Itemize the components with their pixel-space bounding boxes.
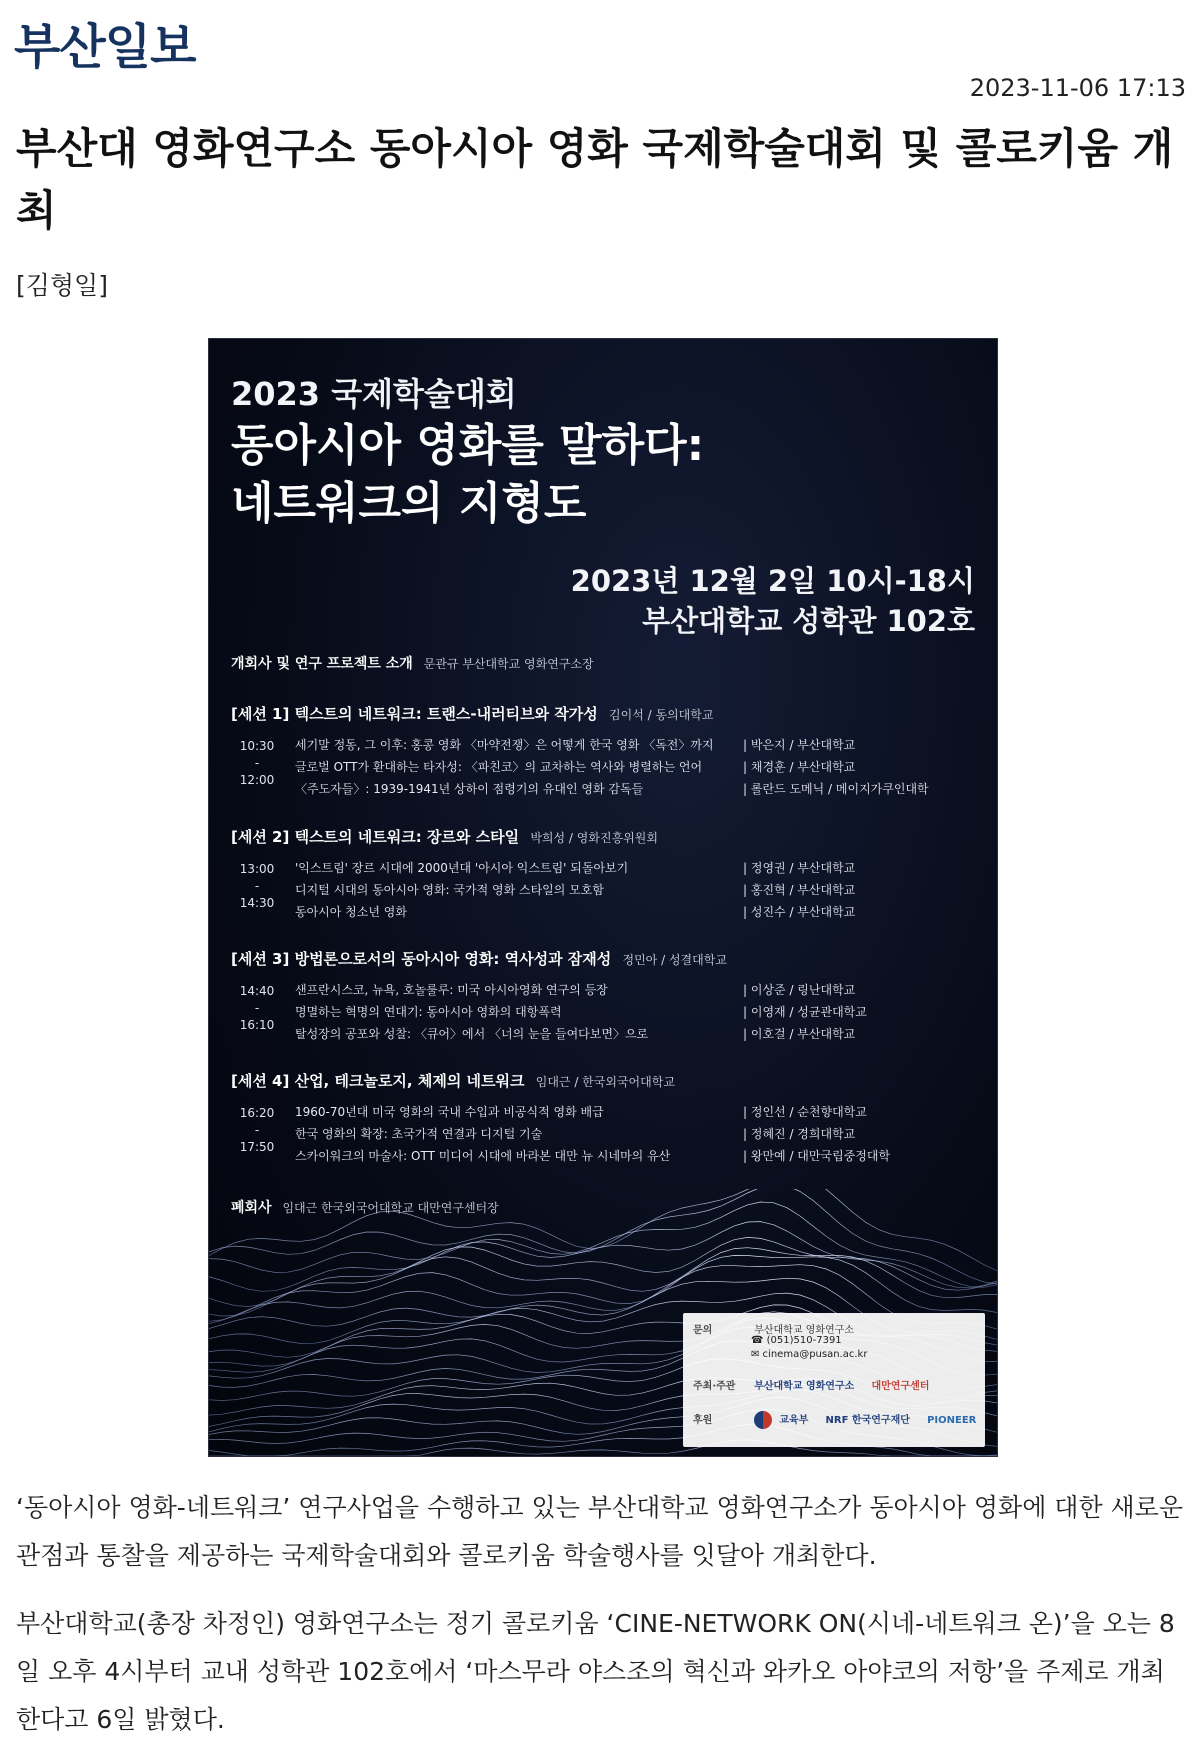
session-title [231, 1070, 981, 1091]
article-headline: 부산대 영화연구소 동아시아 영화 국제학술대회 및 콜로키움 개최 [16, 124, 1174, 235]
time-start: 10:30 [239, 739, 275, 753]
session-title-text: [세션 2] 텍스트의 네트워크: 장르와 스타일 [231, 828, 520, 846]
article-paragraph-1: ‘동아시아 영화-네트워크’ 연구사업을 수행하고 있는 부산대학교 영화연구소가 동아시아 영화에 대한 새로운 관점과 통찰을 제공하는 국제학술대회와 콜로키움 학술행사를 잇달아 개최한다. [16, 1493, 1183, 1570]
poster-title [231, 417, 704, 533]
poster-title-line1: 동아시아 영화를 말하다: [231, 420, 705, 471]
talk-title: 명멸하는 혁명의 연대기: 동아시아 영화의 대항폭력 [295, 1005, 562, 1019]
time-start: 14:40 [239, 984, 275, 998]
poster-date: 2023년 12월 2일 10시-18시 [570, 564, 975, 598]
poster-date-venue [571, 561, 975, 641]
time-end: 14:30 [239, 896, 275, 910]
time-end: 12:00 [239, 773, 275, 787]
nrf-logo: NRF 한국연구재단 [825, 1415, 910, 1426]
pnu-film-institute-logo: 부산대학교 영화연구소 [754, 1381, 855, 1392]
session-2 [231, 826, 981, 925]
poster-venue: 부산대학교 성학관 102호 [642, 604, 975, 638]
session-chair: 정민아 / 성결대학교 [622, 953, 727, 967]
talk-speaker: | 정인선 / 순천향대학교 [743, 1105, 867, 1119]
talk-speaker: | 이상준 / 링난대학교 [743, 983, 856, 997]
talk-speaker: | 왕만예 / 대만국립중정대학 [743, 1149, 891, 1163]
talk-title: 〈주도자들〉: 1939-1941년 상하이 점령기의 유대인 영화 감독들 [295, 782, 644, 796]
time-end: 16:10 [239, 1018, 275, 1032]
talk-title: 탈성장의 공포와 성찰: 〈큐어〉에서 〈너의 눈을 들여다보면〉으로 [295, 1027, 649, 1041]
talk-title: 디지털 시대의 동아시아 영화: 국가적 영화 스타일의 모호함 [295, 883, 604, 897]
talk-speaker: | 성진수 / 부산대학교 [743, 905, 856, 919]
talk-speaker: | 정혜진 / 경희대학교 [743, 1127, 856, 1141]
talk-speaker: | 정영권 / 부산대학교 [743, 861, 856, 875]
talk-title: 샌프란시스코, 뉴욕, 호놀룰루: 미국 아시아영화 연구의 등장 [295, 983, 608, 997]
poster-info-box [683, 1313, 985, 1447]
poster-title-line2: 네트워크의 지형도 [231, 478, 587, 529]
article-byline: [김형일] [16, 271, 108, 300]
sponsor-row [693, 1411, 990, 1429]
session-title-text: [세션 4] 산업, 테크놀로지, 체제의 네트워크 [231, 1072, 525, 1090]
article-date: 2023-11-06 17:13 [969, 74, 1186, 102]
opening-speaker: 문관규 부산대학교 영화연구소장 [423, 657, 594, 671]
time-sep: - [254, 1001, 260, 1015]
sponsor-label: 후원 [693, 1415, 713, 1426]
session-body [231, 1103, 981, 1169]
session-chair: 박희성 / 영화진흥위원회 [530, 831, 658, 845]
contact-org: 부산대학교 영화연구소 [754, 1325, 854, 1336]
session-title-text: [세션 1] 텍스트의 네트워크: 트랜스-내러티브와 작가성 [231, 705, 598, 723]
poster-year-title: 2023 국제학술대회 [231, 375, 517, 413]
taiwan-center-logo: 대만연구센터 [871, 1381, 930, 1392]
session-4 [231, 1070, 981, 1169]
session-body [231, 736, 981, 802]
talk-speaker: | 박은지 / 부산대학교 [743, 738, 856, 752]
closing-label: 폐회사 [231, 1200, 272, 1216]
session-title-text: [세션 3] 방법론으로서의 동아시아 영화: 역사성과 잠재성 [231, 950, 612, 968]
time-start: 16:20 [239, 1106, 275, 1120]
session-chair: 김이석 / 동의대학교 [609, 708, 714, 722]
pioneer-logo: PIONEER [927, 1415, 977, 1426]
talk-speaker: | 롤란드 도메닉 / 메이지가쿠인대학 [743, 782, 929, 796]
talk-title: 스카이워크의 마술사: OTT 미디어 시대에 바라본 대만 뉴 시네마의 유산 [295, 1149, 671, 1163]
closing-speaker: 임대근 한국외국어대학교 대만연구센터장 [282, 1201, 499, 1215]
session-body [231, 981, 981, 1047]
talk-speaker: | 홍진혁 / 부산대학교 [743, 883, 856, 897]
talk-speaker: | 채경훈 / 부산대학교 [743, 760, 856, 774]
talk-speaker: | 이호걸 / 부산대학교 [743, 1027, 856, 1041]
contact-row [693, 1321, 854, 1336]
talk-title: 한국 영화의 확장: 초국가적 연결과 디지털 기술 [295, 1127, 543, 1141]
contact-email: ✉ cinema@pusan.ac.kr [751, 1349, 868, 1360]
session-1 [231, 703, 981, 802]
masthead-logo[interactable]: 부산일보 [14, 19, 196, 75]
session-title [231, 826, 981, 847]
opening-label: 개회사 및 연구 프로젝트 소개 [231, 656, 413, 672]
host-row [693, 1377, 943, 1392]
talk-title: 동아시아 청소년 영화 [295, 905, 407, 919]
talk-speaker: | 이영재 / 성균관대학교 [743, 1005, 867, 1019]
session-time [239, 861, 275, 912]
session-3 [231, 948, 981, 1047]
session-chair: 임대근 / 한국외국어대학교 [535, 1075, 675, 1089]
talk-title: '익스트림' 장르 시대에 2000년대 '아시아 익스트림' 되돌아보기 [295, 861, 629, 875]
contact-label: 문의 [693, 1325, 713, 1336]
time-end: 17:50 [239, 1140, 275, 1154]
contact-phone: ☎ (051)510-7391 [751, 1335, 842, 1346]
event-poster [208, 338, 998, 1457]
host-label: 주최·주관 [693, 1381, 736, 1392]
session-title [231, 703, 981, 724]
time-sep: - [254, 879, 260, 893]
session-time [239, 738, 275, 789]
session-title [231, 948, 981, 969]
time-sep: - [254, 1123, 260, 1137]
time-sep: - [254, 756, 260, 770]
talk-title: 세기말 정동, 그 이후: 홍콩 영화 〈마약전쟁〉은 어떻게 한국 영화 〈독전〉까지 [295, 738, 714, 752]
moe-logo: 교육부 [779, 1415, 809, 1426]
session-time [239, 1105, 275, 1156]
talk-title: 글로벌 OTT가 환대하는 타자성: 〈파친코〉의 교차하는 역사와 병렬하는 언어 [295, 760, 703, 774]
poster-opening [231, 653, 594, 673]
article-paragraph-2: 부산대학교(총장 차정인) 영화연구소는 정기 콜로키움 ‘CINE-NETWORK ON(시네-네트워크 온)’을 오는 8일 오후 4시부터 교내 성학관 102호에서 ‘마스무라 야스조의 혁신과 와카오 아야코의 저항’을 주제로 개최한다고 6일 밝혔다. [16, 1609, 1175, 1734]
session-body [231, 859, 981, 925]
session-time [239, 983, 275, 1034]
time-start: 13:00 [239, 862, 275, 876]
talk-title: 1960-70년대 미국 영화의 국내 수입과 비공식적 영화 배급 [295, 1105, 604, 1119]
moe-emblem-icon [754, 1411, 772, 1429]
